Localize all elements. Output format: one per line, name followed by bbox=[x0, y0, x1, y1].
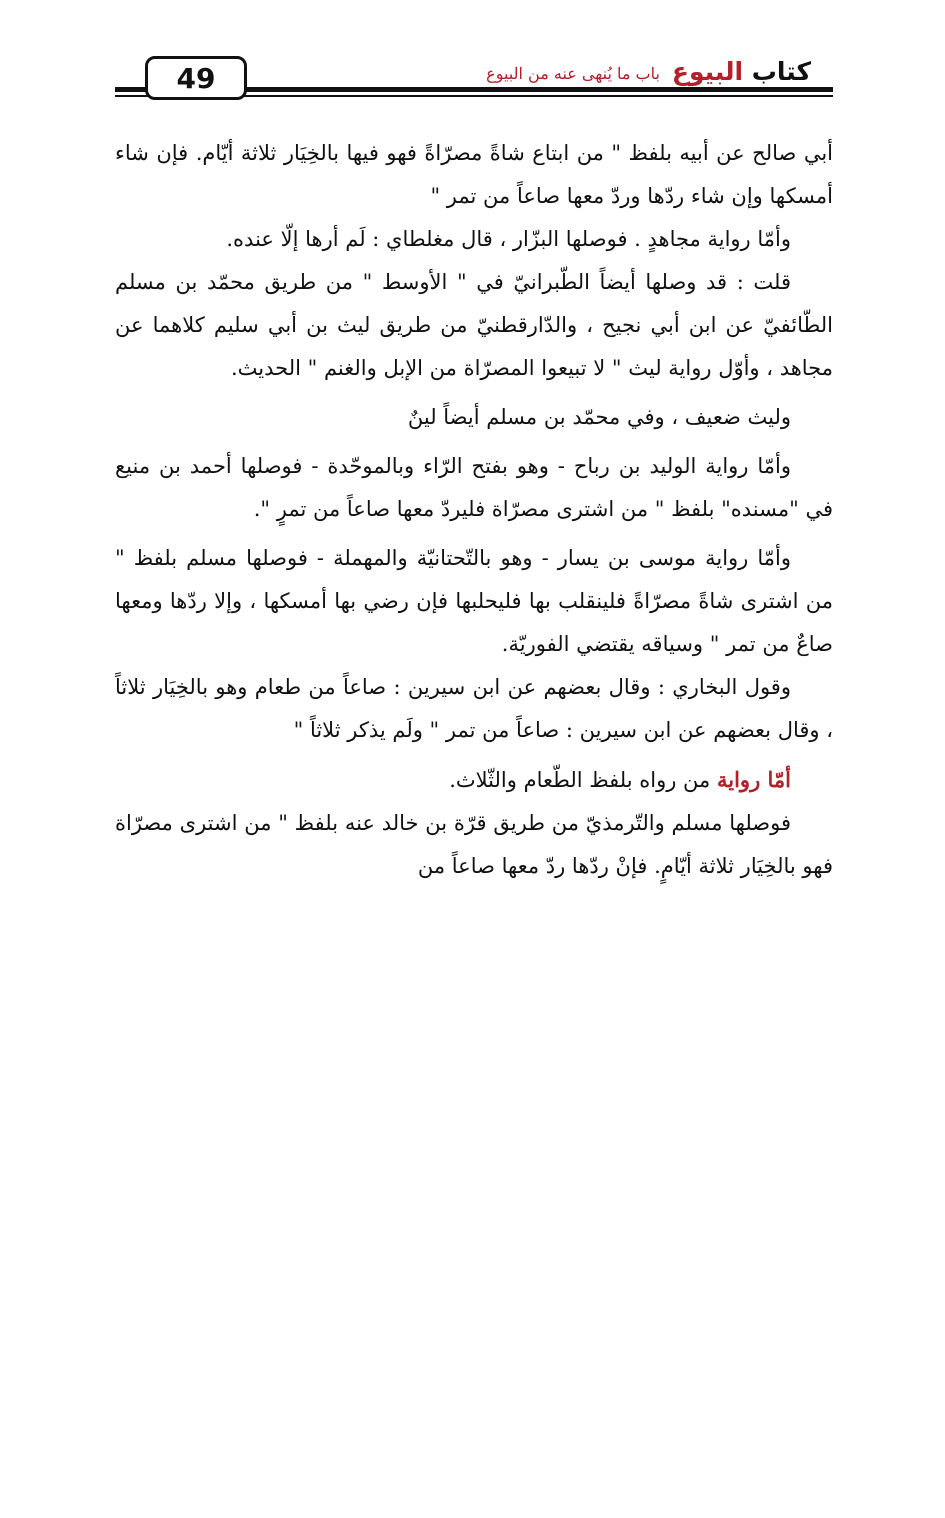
book-title-accent: البيوع bbox=[671, 57, 744, 86]
paragraph-8-text: من رواه بلفظ الطّعام والثّلاث. bbox=[449, 768, 711, 792]
paragraph-3: قلت : قد وصلها أيضاً الطّبرانيّ في " الأوسط " من طريق محمّد بن مسلم الطّائفيّ عن ابن أبي نجيح ، والدّارقطنيّ من طريق ليث بن أبي سليم كلاهما عن مجاهد ، وأوّل رواية ليث " لا تبيعوا المصرّاة من الإبل والغنم " الحديث. bbox=[115, 270, 833, 380]
chapter-title: باب ما يُنهى عنه من البيوع bbox=[486, 64, 660, 83]
page-body bbox=[115, 132, 833, 888]
paragraph-1: أبي صالح عن أبيه بلفظ " من ابتاع شاةً مصرّاةً فهو فيها بالخِيَار ثلاثة أيّام. فإن شاء أمسكها وإن شاء ردّها وردّ معها صاعاً من تمر " bbox=[115, 141, 833, 208]
paragraph-5: وأمّا رواية الوليد بن رباح - وهو بفتح الرّاء وبالموحّدة - فوصلها أحمد بن منيع في "مسنده" بلفظ " من اشترى مصرّاة فليردّ معها صاعاً من تمرٍ ". bbox=[115, 454, 833, 521]
page-header bbox=[115, 52, 833, 107]
page-number: 49 bbox=[145, 56, 247, 100]
paragraph-2: وأمّا رواية مجاهدٍ . فوصلها البزّار ، قال مغلطاي : لَم أرها إلّا عنده. bbox=[226, 227, 791, 251]
book-title-prefix: كتاب bbox=[743, 57, 811, 86]
paragraph-7: وقول البخاري : وقال بعضهم عن ابن سيرين : صاعاً من طعام وهو بالخِيَار ثلاثاً ، وقال بعضهم عن ابن سيرين : صاعاً من تمر " ولَم يذكر ثلاثاً " bbox=[115, 675, 833, 742]
paragraph-8 bbox=[115, 758, 833, 802]
header-titles bbox=[486, 52, 811, 86]
paragraph-9: فوصلها مسلم والتّرمذيّ من طريق قرّة بن خالد عنه بلفظ " من اشترى مصرّاة فهو بالخِيَار ثلاثة أيّامٍ. فإنْ ردّها ردّ معها صاعاً من bbox=[115, 811, 833, 878]
book-title bbox=[672, 57, 811, 86]
paragraph-6: وأمّا رواية موسى بن يسار - وهو بالتّحتانيّة والمهملة - فوصلها مسلم بلفظ " من اشترى شاةً مصرّاةً فلينقلب بها فليحلبها فإن رضي بها أمسكها ، وإلا ردّها ومعها صاعٌ من تمر " وسياقه يقتضي الفوريّة. bbox=[115, 546, 833, 656]
paragraph-4: وليث ضعيف ، وفي محمّد بن مسلم أيضاً لينٌ bbox=[407, 405, 791, 429]
highlight-label: أمّا رواية bbox=[716, 767, 791, 792]
